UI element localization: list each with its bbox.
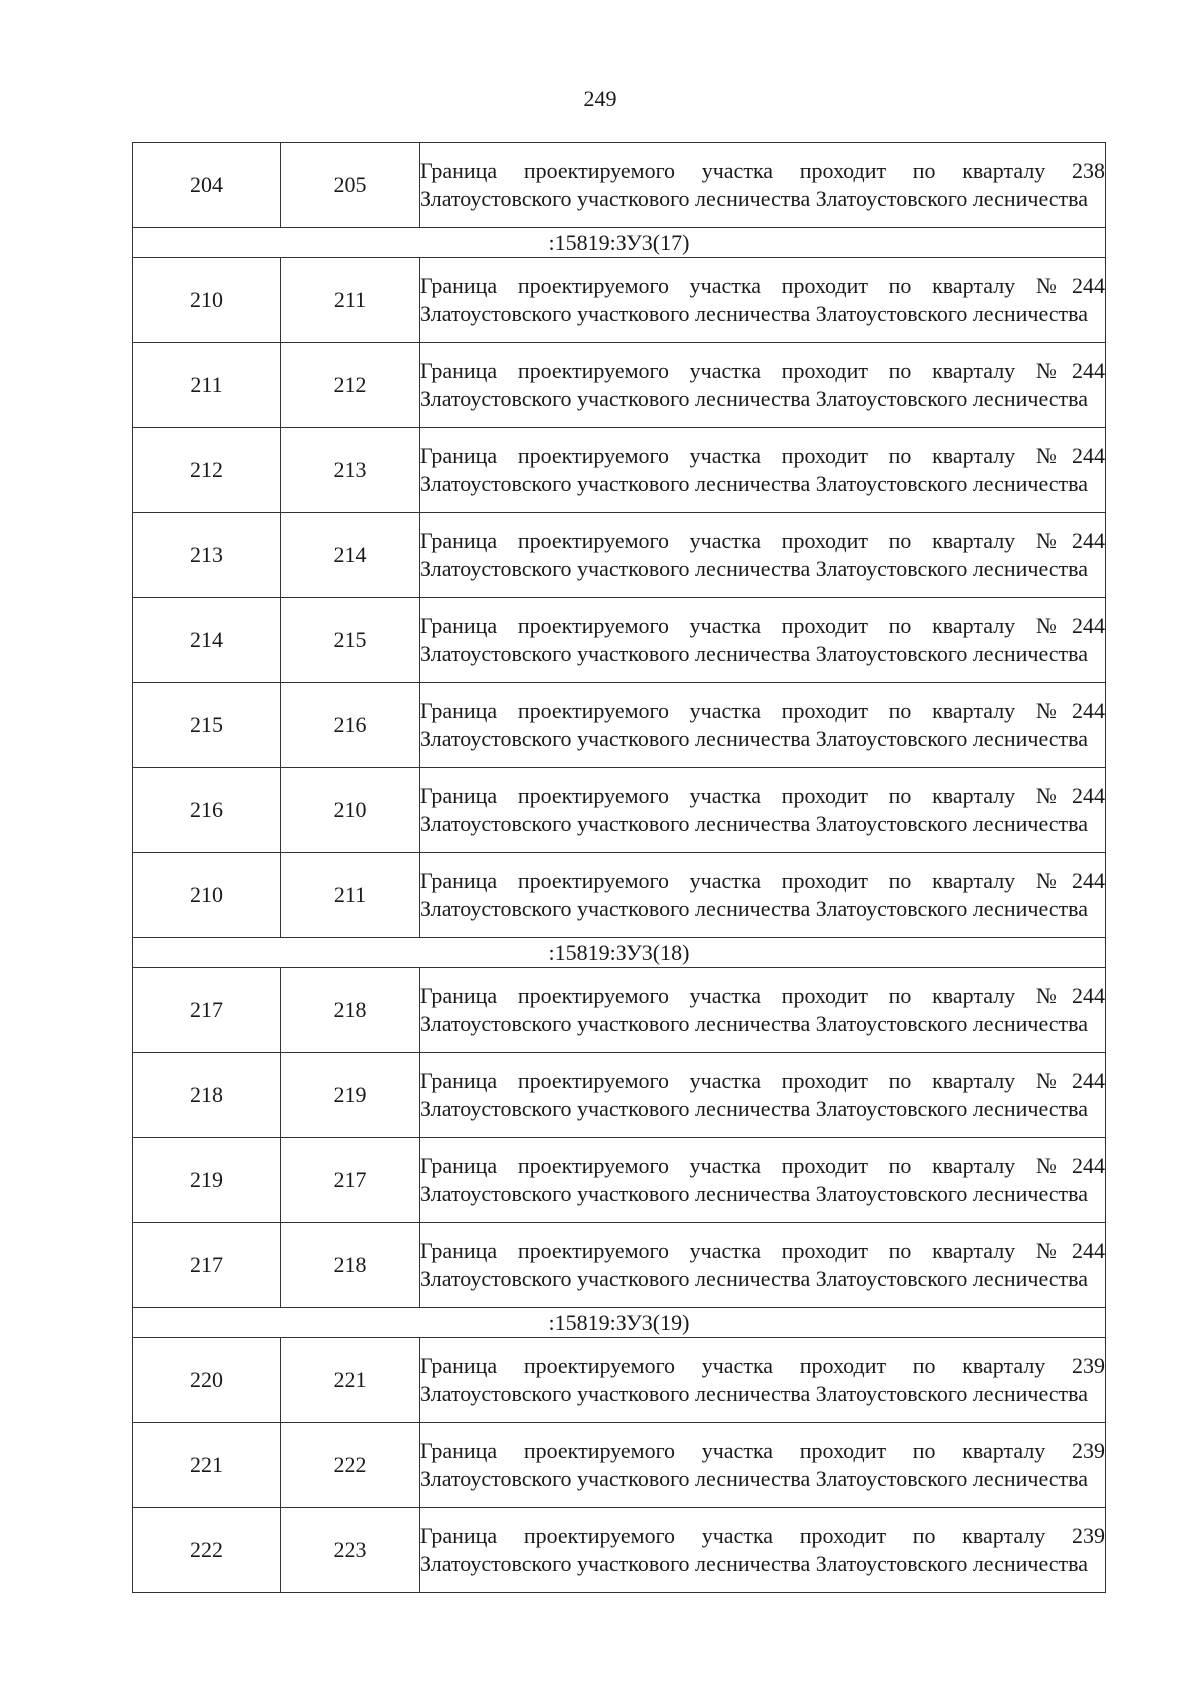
point-from-cell: 220 — [133, 1338, 281, 1423]
boundary-description-cell: Граница проектируемого участка проходит по кварталу 238 Златоустовского участкового лесничества Златоустовского лесничества — [420, 143, 1106, 228]
point-to-cell: 212 — [281, 343, 420, 428]
point-from-cell: 218 — [133, 1053, 281, 1138]
point-from-cell: 214 — [133, 598, 281, 683]
table-row — [133, 683, 1106, 768]
point-to-cell: 218 — [281, 968, 420, 1053]
point-from-cell: 213 — [133, 513, 281, 598]
boundary-description-cell: Граница проектируемого участка проходит по кварталу №244 Златоустовского участкового лесничества Златоустовского лесничества — [420, 343, 1106, 428]
boundary-description-cell: Граница проектируемого участка проходит по кварталу 239 Златоустовского участкового лесничества Златоустовского лесничества — [420, 1423, 1106, 1508]
table-row — [133, 1138, 1106, 1223]
point-to-cell: 221 — [281, 1338, 420, 1423]
table-row — [133, 768, 1106, 853]
section-header-row — [133, 938, 1106, 968]
boundary-description-cell: Граница проектируемого участка проходит по кварталу №244 Златоустовского участкового лесничества Златоустовского лесничества — [420, 513, 1106, 598]
table-row — [133, 1338, 1106, 1423]
point-from-cell: 210 — [133, 853, 281, 938]
table-row — [133, 428, 1106, 513]
table-row — [133, 343, 1106, 428]
page-number: 249 — [583, 86, 617, 111]
point-from-cell: 219 — [133, 1138, 281, 1223]
table-row — [133, 598, 1106, 683]
point-to-cell: 210 — [281, 768, 420, 853]
boundary-description-cell: Граница проектируемого участка проходит по кварталу №244 Златоустовского участкового лесничества Златоустовского лесничества — [420, 1138, 1106, 1223]
boundary-description-cell: Граница проектируемого участка проходит по кварталу №244 Златоустовского участкового лесничества Златоустовского лесничества — [420, 853, 1106, 938]
section-label: :15819:ЗУ3(18) — [133, 938, 1106, 968]
table-row — [133, 1423, 1106, 1508]
point-to-cell: 211 — [281, 853, 420, 938]
boundary-description-cell: Граница проектируемого участка проходит по кварталу №244 Златоустовского участкового лесничества Златоустовского лесничества — [420, 968, 1106, 1053]
table-row — [133, 1053, 1106, 1138]
point-to-cell: 218 — [281, 1223, 420, 1308]
boundary-description-cell: Граница проектируемого участка проходит по кварталу 239 Златоустовского участкового лесничества Златоустовского лесничества — [420, 1508, 1106, 1593]
boundary-table — [132, 142, 1106, 1593]
table-row — [133, 258, 1106, 343]
point-to-cell: 216 — [281, 683, 420, 768]
boundary-description-cell: Граница проектируемого участка проходит по кварталу №244 Златоустовского участкового лесничества Златоустовского лесничества — [420, 258, 1106, 343]
section-header-row — [133, 1308, 1106, 1338]
section-label: :15819:ЗУ3(19) — [133, 1308, 1106, 1338]
point-from-cell: 222 — [133, 1508, 281, 1593]
point-to-cell: 211 — [281, 258, 420, 343]
section-header-row — [133, 228, 1106, 258]
point-from-cell: 204 — [133, 143, 281, 228]
point-from-cell: 217 — [133, 968, 281, 1053]
table-body — [133, 143, 1106, 1593]
boundary-description-cell: Граница проектируемого участка проходит по кварталу №244 Златоустовского участкового лесничества Златоустовского лесничества — [420, 1223, 1106, 1308]
point-from-cell: 215 — [133, 683, 281, 768]
boundary-description-cell: Граница проектируемого участка проходит по кварталу №244 Златоустовского участкового лесничества Златоустовского лесничества — [420, 598, 1106, 683]
boundary-description-cell: Граница проектируемого участка проходит по кварталу 239 Златоустовского участкового лесничества Златоустовского лесничества — [420, 1338, 1106, 1423]
point-from-cell: 217 — [133, 1223, 281, 1308]
table-row — [133, 513, 1106, 598]
point-to-cell: 214 — [281, 513, 420, 598]
table-row — [133, 143, 1106, 228]
point-to-cell: 223 — [281, 1508, 420, 1593]
table-row — [133, 853, 1106, 938]
table-row — [133, 1508, 1106, 1593]
boundary-description-cell: Граница проектируемого участка проходит по кварталу №244 Златоустовского участкового лесничества Златоустовского лесничества — [420, 683, 1106, 768]
point-to-cell: 205 — [281, 143, 420, 228]
point-to-cell: 213 — [281, 428, 420, 513]
point-from-cell: 211 — [133, 343, 281, 428]
point-to-cell: 215 — [281, 598, 420, 683]
point-from-cell: 210 — [133, 258, 281, 343]
boundary-description-cell: Граница проектируемого участка проходит по кварталу №244 Златоустовского участкового лесничества Златоустовского лесничества — [420, 428, 1106, 513]
table-row — [133, 968, 1106, 1053]
table-row — [133, 1223, 1106, 1308]
point-to-cell: 217 — [281, 1138, 420, 1223]
boundary-description-cell: Граница проектируемого участка проходит по кварталу №244 Златоустовского участкового лесничества Златоустовского лесничества — [420, 1053, 1106, 1138]
point-to-cell: 222 — [281, 1423, 420, 1508]
point-to-cell: 219 — [281, 1053, 420, 1138]
point-from-cell: 216 — [133, 768, 281, 853]
section-label: :15819:ЗУ3(17) — [133, 228, 1106, 258]
point-from-cell: 221 — [133, 1423, 281, 1508]
point-from-cell: 212 — [133, 428, 281, 513]
boundary-description-cell: Граница проектируемого участка проходит по кварталу №244 Златоустовского участкового лесничества Златоустовского лесничества — [420, 768, 1106, 853]
